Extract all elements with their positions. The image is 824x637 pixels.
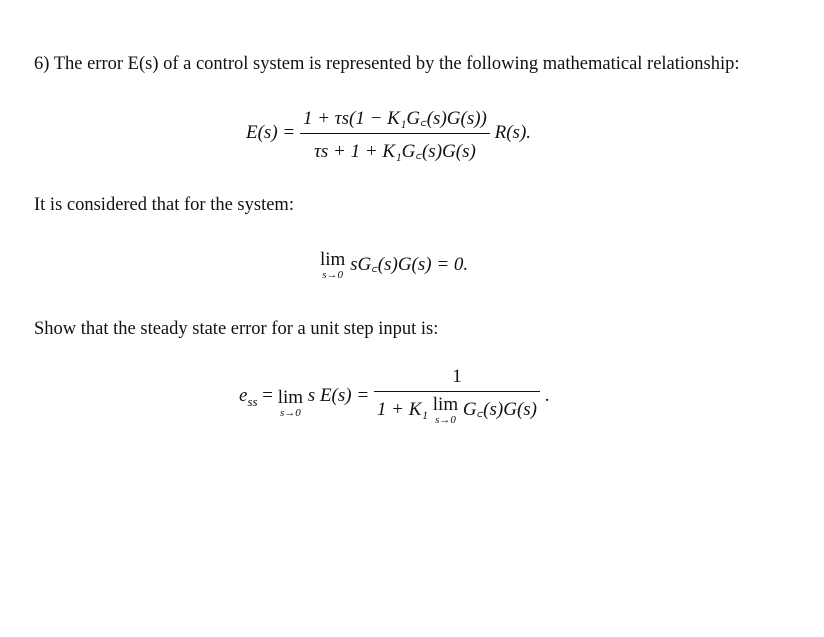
eq3-lhs: $e_{ss}$ xyxy=(239,385,258,409)
eq2-expression: sG꜀(s)G(s) = 0. xyxy=(350,254,469,275)
equation-limit-condition xyxy=(320,250,468,281)
eq3-fraction xyxy=(374,366,540,426)
eq3-limit xyxy=(278,388,303,419)
eq3-equals: = xyxy=(262,385,273,406)
eq3-den-pre: 1 + K₁ xyxy=(376,399,429,420)
eq1-denominator: τs + 1 + K₁G꜀(s)G(s) xyxy=(314,141,476,162)
eq3-middle: s E(s) = xyxy=(307,385,370,406)
eq3-den-limit xyxy=(433,395,458,426)
eq1-lhs: E(s) = xyxy=(246,121,296,143)
eq3-tail: . xyxy=(544,385,550,406)
show-text: Show that the steady state error for a unit step input is: xyxy=(34,319,439,339)
eq3-lim-word: lim xyxy=(277,386,304,408)
eq3-den-lim-under: s→0 xyxy=(435,414,456,426)
eq3-denominator xyxy=(374,392,540,426)
condition-text: It is considered that for the system: xyxy=(34,195,294,215)
eq3-lim-under: s→0 xyxy=(279,406,301,419)
eq1-rhs: R(s). xyxy=(494,121,532,143)
eq1-fraction xyxy=(300,104,490,163)
eq2-lim-word: lim xyxy=(320,249,346,270)
eq2-limit xyxy=(320,250,345,281)
eq3-den-post: G꜀(s)G(s) xyxy=(462,399,537,420)
equation-error xyxy=(246,104,531,163)
problem-intro: 6) The error E(s) of a control system is represented by the following mathematical relationship: xyxy=(34,54,740,74)
eq3-numerator: 1 xyxy=(374,366,540,392)
eq3-den-lim-word: lim xyxy=(432,394,459,415)
equation-steady-state-error xyxy=(239,366,550,426)
eq1-numerator: 1 + τs(1 − K₁G꜀(s)G(s)) xyxy=(300,104,490,134)
eq2-lim-under: s→0 xyxy=(322,269,344,281)
